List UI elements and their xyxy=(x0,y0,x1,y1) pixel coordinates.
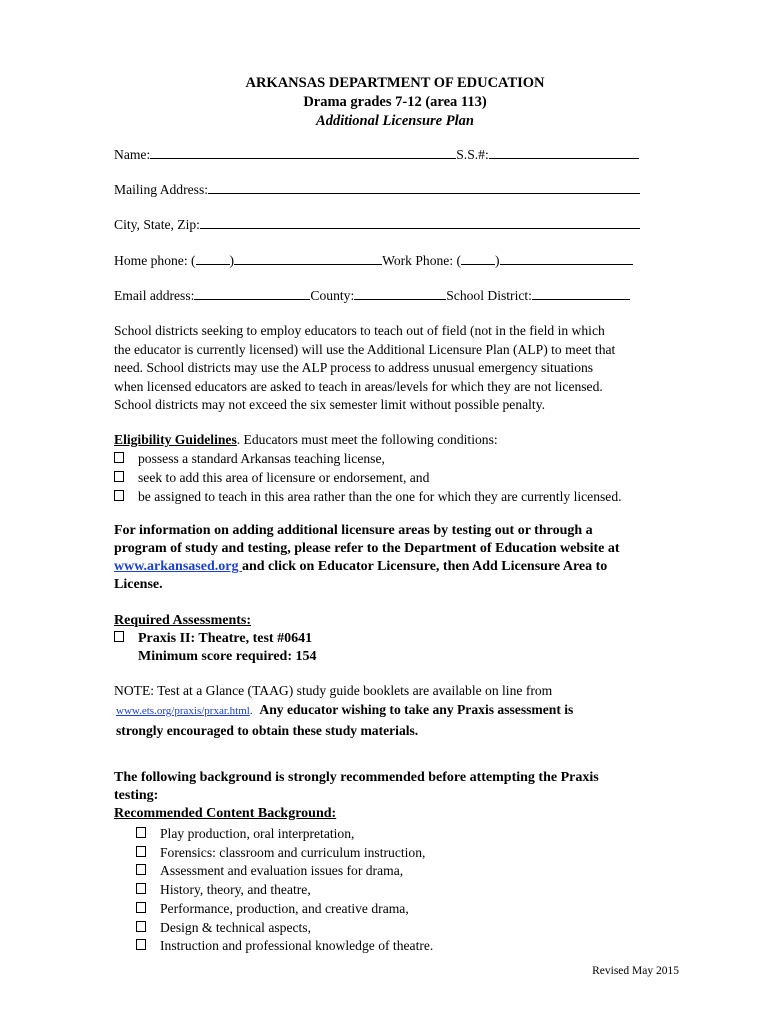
list-item xyxy=(136,862,433,881)
list-item xyxy=(136,900,433,919)
email-field[interactable] xyxy=(194,287,310,300)
school-district-field[interactable] xyxy=(532,287,630,300)
intro-paragraph xyxy=(114,322,615,415)
list-item xyxy=(136,844,433,863)
mailing-address-field[interactable] xyxy=(208,181,640,194)
list-item xyxy=(136,919,433,938)
work-phone-field[interactable] xyxy=(500,252,633,265)
revised-date: Revised May 2015 xyxy=(592,965,679,977)
work-area-code-field[interactable] xyxy=(461,252,495,265)
home-phone-field[interactable] xyxy=(234,252,382,265)
email-label: Email address: xyxy=(114,288,195,303)
eligibility-section xyxy=(114,430,622,506)
city-row xyxy=(114,216,640,233)
eligibility-item: seek to add this area of licensure or endorsement, and xyxy=(138,470,430,485)
background-item: Forensics: classroom and curriculum instruction, xyxy=(160,844,426,860)
background-line: testing: xyxy=(114,788,159,803)
background-list xyxy=(136,825,433,956)
name-row xyxy=(114,146,639,163)
county-field[interactable] xyxy=(354,287,446,300)
list-item xyxy=(136,825,433,844)
eligibility-item: possess a standard Arkansas teaching license, xyxy=(138,451,385,466)
note-line: NOTE: Test at a Glance (TAAG) study guide booklets are available on line from xyxy=(114,683,553,698)
checkbox-icon xyxy=(114,631,124,642)
assessments-heading: Required Assessments: xyxy=(114,613,252,628)
name-field[interactable] xyxy=(150,146,456,159)
intro-line: School districts may not exceed the six semester limit without possible penalty. xyxy=(114,397,546,413)
checkbox-icon xyxy=(136,846,146,857)
home-area-code-field[interactable] xyxy=(196,252,230,265)
subject-title: Drama grades 7-12 (area 113) xyxy=(303,94,487,110)
background-item: Assessment and evaluation issues for drama, xyxy=(160,863,404,879)
background-item: Instruction and professional knowledge of theatre. xyxy=(160,938,434,954)
list-item xyxy=(114,468,622,487)
work-phone-paren: ) xyxy=(495,253,500,268)
list-item xyxy=(114,487,622,506)
city-label: City, State, Zip: xyxy=(114,217,200,232)
intro-line: need. School districts may use the ALP process to address unusual emergency situations xyxy=(114,360,594,376)
city-state-zip-field[interactable] xyxy=(200,216,640,229)
background-item: Performance, production, and creative drama, xyxy=(160,900,409,916)
minimum-score: Minimum score required: 154 xyxy=(138,649,317,664)
background-item: History, theory, and theatre, xyxy=(160,882,311,898)
mailing-label: Mailing Address: xyxy=(114,182,209,197)
checkbox-icon xyxy=(136,939,146,950)
phone-row xyxy=(114,252,633,269)
background-item: Play production, oral interpretation, xyxy=(160,826,355,841)
info-line: and click on Educator Licensure, then Add Licensure Area to xyxy=(241,559,608,574)
home-phone-paren: ) xyxy=(229,253,235,268)
checkbox-icon xyxy=(136,827,146,838)
email-row xyxy=(114,287,630,304)
form-title: Additional Licensure Plan xyxy=(316,113,474,129)
checkbox-icon xyxy=(136,902,146,913)
intro-line: the educator is currently licensed) will use the Additional Licensure Plan (ALP) to meet that xyxy=(114,341,616,357)
mailing-row xyxy=(114,181,640,198)
checkbox-icon xyxy=(114,452,124,463)
background-heading: Recommended Content Background: xyxy=(114,806,337,821)
list-item xyxy=(114,449,622,468)
eligibility-heading: Eligibility Guidelines xyxy=(114,432,237,447)
ets-praxis-link[interactable]: www.ets.org/praxis/prxar.html xyxy=(116,705,250,717)
checkbox-icon xyxy=(114,471,124,482)
info-line: License. xyxy=(114,577,163,592)
list-item xyxy=(136,881,433,900)
assessments-section xyxy=(114,612,317,666)
checkbox-icon xyxy=(136,864,146,875)
background-intro xyxy=(114,769,599,823)
checkbox-icon xyxy=(136,883,146,894)
eligibility-item: be assigned to teach in this area rather than the one for which they are currently licensed. xyxy=(138,489,622,504)
note-line: strongly encouraged to obtain these study materials. xyxy=(116,723,419,738)
arkansased-link[interactable]: www.arkansased.org xyxy=(114,559,242,574)
list-item xyxy=(114,630,317,648)
checkbox-icon xyxy=(114,490,124,501)
work-phone-label: Work Phone: ( xyxy=(382,253,462,268)
eligibility-heading-suffix: . Educators must meet the following conditions: xyxy=(236,432,498,447)
agency-title: ARKANSAS DEPARTMENT OF EDUCATION xyxy=(245,75,545,91)
praxis-test: Praxis II: Theatre, test #0641 xyxy=(138,631,313,646)
district-label: School District: xyxy=(446,288,532,303)
intro-line: School districts seeking to employ educators to teach out of field (not in the field in which xyxy=(114,323,605,338)
checkbox-icon xyxy=(136,921,146,932)
info-line: For information on adding additional licensure areas by testing out or through a xyxy=(114,523,593,538)
background-line: The following background is strongly recommended before attempting the Praxis xyxy=(114,770,599,785)
info-paragraph xyxy=(114,522,620,594)
name-label: Name: xyxy=(114,147,151,162)
intro-line: when licensed educators are asked to teach in areas/levels for which they are not licensed. xyxy=(114,378,603,394)
ss-label: S.S.#: xyxy=(456,147,489,162)
home-phone-label: Home phone: ( xyxy=(114,253,196,268)
note-line: Any educator wishing to take any Praxis assessment is xyxy=(259,702,574,717)
note-section xyxy=(114,681,573,740)
list-item xyxy=(136,937,433,956)
background-item: Design & technical aspects, xyxy=(160,919,311,935)
info-line: program of study and testing, please refer to the Department of Education website at xyxy=(114,541,620,556)
ss-field[interactable] xyxy=(489,146,639,159)
note-punct: . xyxy=(249,705,253,717)
county-label: County: xyxy=(310,288,355,303)
